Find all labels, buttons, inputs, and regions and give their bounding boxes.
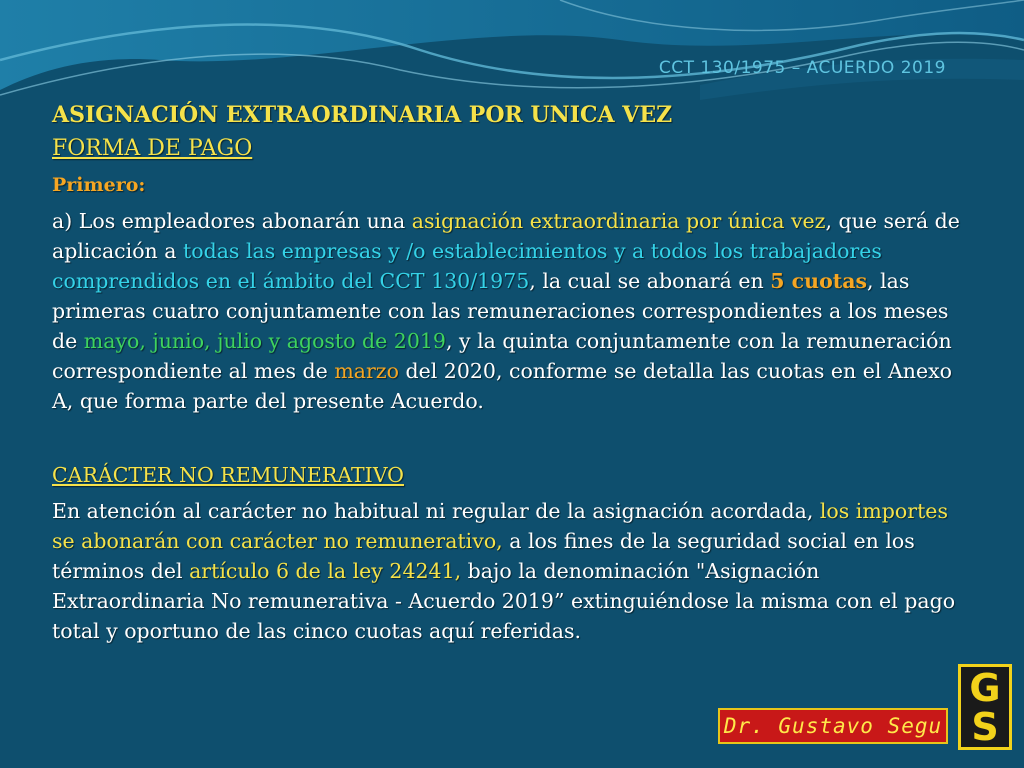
text-segment: del 2020, conforme se detalla las cuotas en el Anexo A, que forma parte del presente Acuerdo. <box>52 359 952 413</box>
text-segment: , las primeras cuatro conjuntamente con las remuneraciones correspondientes a los meses de <box>52 269 949 353</box>
highlight-text: artículo 6 de la ley 24241, <box>189 559 462 583</box>
highlight-text: asignación extraordinaria por única vez <box>411 209 826 233</box>
highlight-text: los importes se abonarán con carácter no remunerativo, <box>52 499 948 553</box>
text-segment: a) Los empleadores abonarán una <box>52 209 412 233</box>
first-label: Primero: <box>52 174 146 196</box>
section-title: CARÁCTER NO REMUNERATIVO <box>52 463 404 487</box>
highlight-text: mayo, junio, julio y agosto de 2019 <box>83 329 446 353</box>
logo-letter-top: G <box>969 666 1001 710</box>
highlight-text: 5 cuotas <box>770 269 868 293</box>
highlight-text: marzo <box>334 359 399 383</box>
paragraph-payment <box>52 206 972 416</box>
text-segment: a los fines de la seguridad social en los términos del <box>52 529 915 583</box>
highlight-text: todas las empresas y /o establecimientos y a todos los trabajadores comprendidos en el ámbito del CCT 130/1975 <box>52 239 882 293</box>
slide-heading: ASIGNACIÓN EXTRAORDINARIA POR UNICA VEZ <box>52 102 673 128</box>
text-segment: En atención al carácter no habitual ni regular de la asignación acordada, <box>52 499 820 523</box>
text-segment: , que será de aplicación a <box>52 209 960 263</box>
slide-content <box>52 100 972 646</box>
slide-subheading: FORMA DE PAGO <box>52 136 253 161</box>
text-segment: bajo la denominación "Asignación Extraordinaria No remunerativa - Acuerdo 2019” extinguiéndose la misma con el pago total y oportuno de las cinco cuotas aquí referidas. <box>52 559 956 643</box>
text-segment: , y la quinta conjuntamente con la remuneración correspondiente al mes de <box>52 329 952 383</box>
paragraph-character <box>52 496 972 646</box>
gs-logo <box>958 664 1012 750</box>
text-segment: , la cual se abonará en <box>529 269 771 293</box>
author-signature: Dr. Gustavo Segu <box>718 708 948 744</box>
slide-header: CCT 130/1975 – ACUERDO 2019 <box>658 58 946 78</box>
logo-letter-bottom: S <box>971 705 999 749</box>
